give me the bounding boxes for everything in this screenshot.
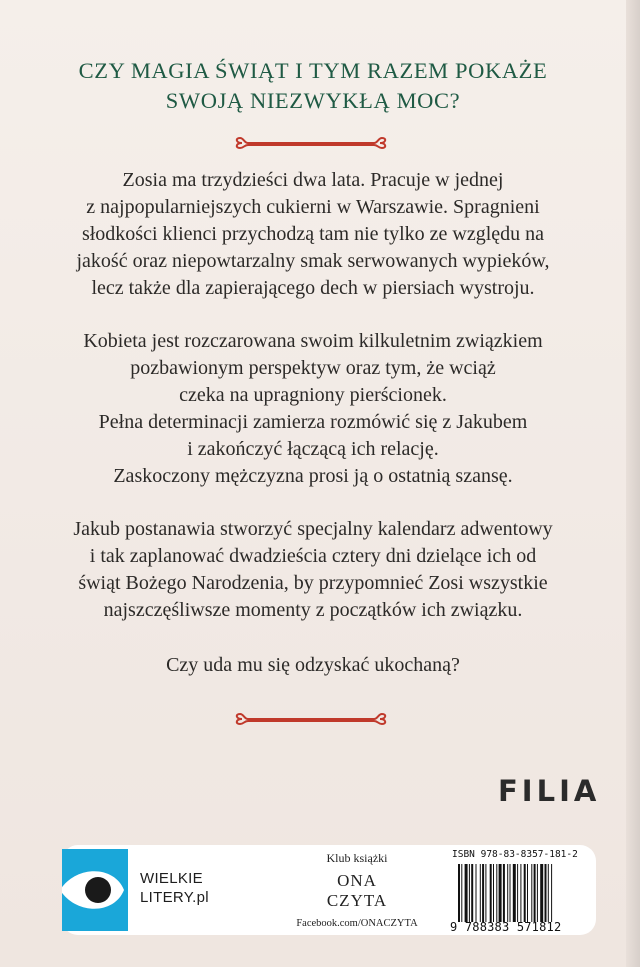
text-line: Zosia ma trzydzieści dwa lata. Pracuje w jednej — [122, 169, 504, 191]
headline-line: SWOJĄ NIEZWYKŁĄ MOC? — [165, 88, 461, 113]
book-club-name — [282, 871, 432, 911]
text-line: jakość oraz niepowtarzalny smak serwowanych wypieków, — [76, 250, 550, 272]
isbn-digits: 9 788383 571812 — [450, 920, 562, 934]
paragraph-2 — [38, 328, 588, 490]
footer-bar — [62, 845, 596, 935]
headline — [40, 56, 586, 116]
text-line: Kobieta jest rozczarowana swoim kilkuletnim związkiem — [83, 330, 543, 352]
barcode — [456, 864, 584, 922]
book-club-facebook: Facebook.com/ONACZYTA — [296, 918, 418, 929]
paragraph-1 — [38, 167, 588, 302]
paragraph-3 — [38, 516, 588, 624]
text-line: i tak zaplanować dwadzieścia cztery dni dzielące ich od — [89, 545, 537, 567]
text-line: lecz także dla zapierającego dech w piersiach wystroju. — [91, 277, 535, 299]
wielkie-litery-label — [140, 869, 209, 907]
text-line: Czy uda mu się odzyskać ukochaną? — [166, 654, 460, 676]
text-line: Zaskoczony mężczyzna prosi ją o ostatnią szansę. — [113, 465, 513, 487]
isbn-block — [450, 849, 590, 933]
text-line: świąt Bożego Narodzenia, by przypomnieć Zosi wszystkie — [78, 572, 548, 594]
wielkie-litery-line2: LITERY.pl — [140, 889, 209, 906]
ornament-divider-bottom — [232, 712, 390, 726]
text-line: pozbawionym perspektyw oraz tym, że wciąż — [130, 357, 496, 379]
book-club-label: Klub książki — [326, 851, 388, 865]
text-line: Pełna determinacji zamierza rozmówić się z Jakubem — [98, 411, 528, 433]
book-club-name-line2: CZYTA — [326, 891, 388, 910]
ornament-divider-top — [232, 136, 390, 150]
cover-edge — [626, 0, 640, 967]
text-line: słodkości klienci przychodzą tam nie tylko ze względu na — [81, 223, 545, 245]
publisher-logo: FILIA — [498, 774, 601, 808]
eye-logo-icon — [62, 849, 128, 931]
wielkie-litery-line1: WIELKIE — [140, 870, 203, 887]
headline-line: CZY MAGIA ŚWIĄT I TYM RAZEM POKAŻE — [78, 58, 548, 83]
text-line: najszczęśliwsze momenty z początków ich związku. — [103, 599, 523, 621]
book-club — [282, 851, 432, 930]
text-line: Jakub postanawia stworzyć specjalny kalendarz adwentowy — [73, 518, 553, 540]
text-line: i zakończyć łączącą ich relację. — [187, 438, 439, 460]
text-line: z najpopularniejszych cukierni w Warszawie. Spragnieni — [86, 196, 540, 218]
book-club-name-line1: ONA — [337, 871, 377, 890]
text-line: czeka na upragniony pierścionek. — [179, 384, 447, 406]
isbn-label: ISBN 978-83-8357-181-2 — [452, 849, 578, 860]
closing-question — [38, 652, 588, 679]
